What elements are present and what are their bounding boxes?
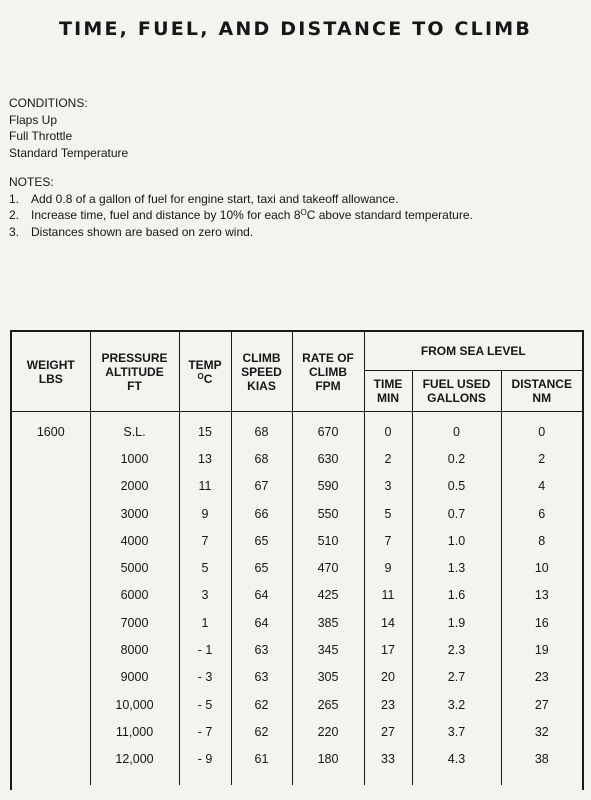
page-title: TIME, FUEL, AND DISTANCE TO CLIMB <box>58 18 533 40</box>
cell-fuel: 0.2 <box>412 445 501 472</box>
cell-weight <box>12 445 90 472</box>
cell-weight <box>12 473 90 500</box>
cell-temp: - 5 <box>179 691 231 718</box>
cell-distance: 13 <box>534 588 549 603</box>
table-row <box>12 412 582 446</box>
header-time: TIME MIN <box>364 371 412 412</box>
cell-distance: 23 <box>534 670 549 685</box>
cell-time: 17 <box>364 636 412 663</box>
filler-cell <box>412 773 501 785</box>
cell-distance: 4 <box>538 479 546 494</box>
table-row <box>12 473 582 500</box>
cell-fuel: 3.2 <box>412 691 501 718</box>
cell-temp: 15 <box>179 412 231 446</box>
cell-rate: 510 <box>292 527 364 554</box>
cell-altitude: 11,000 <box>90 718 179 745</box>
cell-temp: - 3 <box>179 664 231 691</box>
cell-temp: - 7 <box>179 718 231 745</box>
cell-altitude: 7000 <box>90 609 179 636</box>
note-item <box>9 224 473 241</box>
cell-speed: 65 <box>231 554 292 581</box>
cell-rate: 265 <box>292 691 364 718</box>
notes-heading: NOTES: <box>9 175 54 189</box>
cell-time: 20 <box>364 664 412 691</box>
filler-cell <box>292 773 364 785</box>
cell-distance: 27 <box>534 697 549 712</box>
cell-rate: 630 <box>292 445 364 472</box>
cell-fuel: 2.7 <box>412 664 501 691</box>
table-row <box>12 691 582 718</box>
note-text: Add 0.8 of a gallon of fuel for engine start, taxi and takeoff allowance. <box>31 191 399 206</box>
cell-weight <box>12 691 90 718</box>
condition-line: Flaps Up <box>9 112 58 127</box>
climb-table <box>10 330 584 790</box>
cell-fuel: 1.6 <box>412 582 501 609</box>
cell-distance: 2 <box>538 451 546 466</box>
filler-cell <box>501 773 582 785</box>
cell-altitude: 10,000 <box>90 691 179 718</box>
table-row <box>12 746 582 773</box>
cell-fuel: 1.9 <box>412 609 501 636</box>
note-text: Distances shown are based on zero wind. <box>31 224 254 239</box>
cell-weight <box>12 636 90 663</box>
cell-temp: - 9 <box>179 746 231 773</box>
cell-speed: 67 <box>231 473 292 500</box>
cell-temp: 7 <box>179 527 231 554</box>
note-item <box>9 207 473 224</box>
cell-fuel: 4.3 <box>412 746 501 773</box>
cell-weight <box>12 554 90 581</box>
table-row <box>12 554 582 581</box>
cell-fuel: 1.3 <box>412 554 501 581</box>
cell-speed: 64 <box>231 582 292 609</box>
condition-line: Standard Temperature <box>9 145 129 160</box>
cell-weight <box>12 746 90 773</box>
note-text-after: C above standard temperature. <box>306 208 473 222</box>
table-body <box>12 412 582 785</box>
cell-rate: 470 <box>292 554 364 581</box>
cell-altitude: 4000 <box>90 527 179 554</box>
cell-distance: 10 <box>534 561 549 576</box>
cell-rate: 220 <box>292 718 364 745</box>
cell-time: 3 <box>364 473 412 500</box>
cell-altitude: 5000 <box>90 554 179 581</box>
note-item <box>9 191 473 208</box>
cell-speed: 62 <box>231 691 292 718</box>
table-row <box>12 664 582 691</box>
cell-time: 9 <box>364 554 412 581</box>
cell-fuel: 0.5 <box>412 473 501 500</box>
cell-altitude: 8000 <box>90 636 179 663</box>
cell-time: 11 <box>364 582 412 609</box>
table-row <box>12 609 582 636</box>
cell-speed: 63 <box>231 664 292 691</box>
cell-time: 0 <box>364 412 412 446</box>
table-row <box>12 636 582 663</box>
cell-time: 14 <box>364 609 412 636</box>
cell-distance: 19 <box>534 643 549 658</box>
filler-cell <box>90 773 179 785</box>
cell-weight <box>12 664 90 691</box>
note-number: 3. <box>9 224 20 239</box>
notes-section <box>9 174 473 240</box>
cell-time: 33 <box>364 746 412 773</box>
cell-speed: 68 <box>231 412 292 446</box>
cell-distance: 38 <box>534 752 549 767</box>
cell-altitude: 1000 <box>90 445 179 472</box>
cell-fuel: 2.3 <box>412 636 501 663</box>
table-row <box>12 445 582 472</box>
cell-fuel: 0.7 <box>412 500 501 527</box>
filler-cell <box>12 773 90 785</box>
header-from-sea-level: FROM SEA LEVEL <box>364 332 582 371</box>
header-fuel-used: FUEL USED GALLONS <box>412 371 501 412</box>
cell-rate: 385 <box>292 609 364 636</box>
table-row <box>12 500 582 527</box>
table-row <box>12 718 582 745</box>
cell-speed: 61 <box>231 746 292 773</box>
table-filler-row <box>12 773 582 785</box>
cell-time: 7 <box>364 527 412 554</box>
cell-temp: 11 <box>179 473 231 500</box>
cell-temp: 3 <box>179 582 231 609</box>
cell-rate: 425 <box>292 582 364 609</box>
cell-fuel: 0 <box>412 412 501 446</box>
table-row <box>12 582 582 609</box>
note-number: 1. <box>9 191 20 206</box>
header-weight: WEIGHT LBS <box>12 332 90 412</box>
degree-superscript: O <box>300 208 307 217</box>
header-climb-speed: CLIMB SPEED KIAS <box>231 332 292 412</box>
cell-weight <box>12 500 90 527</box>
condition-line: Full Throttle <box>9 129 73 143</box>
table-row <box>12 527 582 554</box>
cell-rate: 670 <box>292 412 364 446</box>
cell-altitude: 6000 <box>90 582 179 609</box>
note-number: 2. <box>9 208 20 222</box>
cell-temp: 5 <box>179 554 231 581</box>
header-altitude: PRESSURE ALTITUDE FT <box>90 332 179 412</box>
cell-rate: 550 <box>292 500 364 527</box>
cell-distance: 0 <box>538 424 546 439</box>
filler-cell <box>364 773 412 785</box>
cell-speed: 63 <box>231 636 292 663</box>
cell-temp: - 1 <box>179 636 231 663</box>
note-text-before: Increase time, fuel and distance by 10% for each 8 <box>31 208 301 222</box>
filler-cell <box>231 773 292 785</box>
cell-weight <box>12 527 90 554</box>
cell-temp: 9 <box>179 500 231 527</box>
header-distance: DISTANCE NM <box>501 371 582 412</box>
cell-speed: 65 <box>231 527 292 554</box>
note-text <box>31 207 473 224</box>
cell-altitude: 3000 <box>90 500 179 527</box>
cell-rate: 180 <box>292 746 364 773</box>
cell-altitude: 9000 <box>90 664 179 691</box>
filler-cell <box>179 773 231 785</box>
cell-speed: 68 <box>231 445 292 472</box>
cell-speed: 62 <box>231 718 292 745</box>
cell-weight <box>12 718 90 745</box>
cell-altitude: 12,000 <box>90 746 179 773</box>
conditions-section <box>9 95 128 161</box>
cell-distance: 8 <box>538 533 546 548</box>
cell-temp: 13 <box>179 445 231 472</box>
cell-altitude: S.L. <box>90 412 179 446</box>
cell-speed: 66 <box>231 500 292 527</box>
cell-weight: 1600 <box>12 412 90 446</box>
header-temp: TEMP $^O$C <box>179 332 231 412</box>
cell-rate: 590 <box>292 473 364 500</box>
cell-time: 27 <box>364 718 412 745</box>
cell-time: 5 <box>364 500 412 527</box>
cell-fuel: 1.0 <box>412 527 501 554</box>
cell-time: 23 <box>364 691 412 718</box>
cell-distance: 32 <box>534 724 549 739</box>
cell-fuel: 3.7 <box>412 718 501 745</box>
cell-weight <box>12 609 90 636</box>
cell-speed: 64 <box>231 609 292 636</box>
cell-distance: 16 <box>534 615 549 630</box>
cell-rate: 345 <box>292 636 364 663</box>
conditions-heading: CONDITIONS: <box>9 96 88 110</box>
cell-time: 2 <box>364 445 412 472</box>
climb-data-table <box>12 332 582 785</box>
cell-weight <box>12 582 90 609</box>
cell-temp: 1 <box>179 609 231 636</box>
header-rate-of-climb: RATE OF CLIMB FPM <box>292 332 364 412</box>
cell-distance: 6 <box>538 506 546 521</box>
cell-altitude: 2000 <box>90 473 179 500</box>
cell-rate: 305 <box>292 664 364 691</box>
